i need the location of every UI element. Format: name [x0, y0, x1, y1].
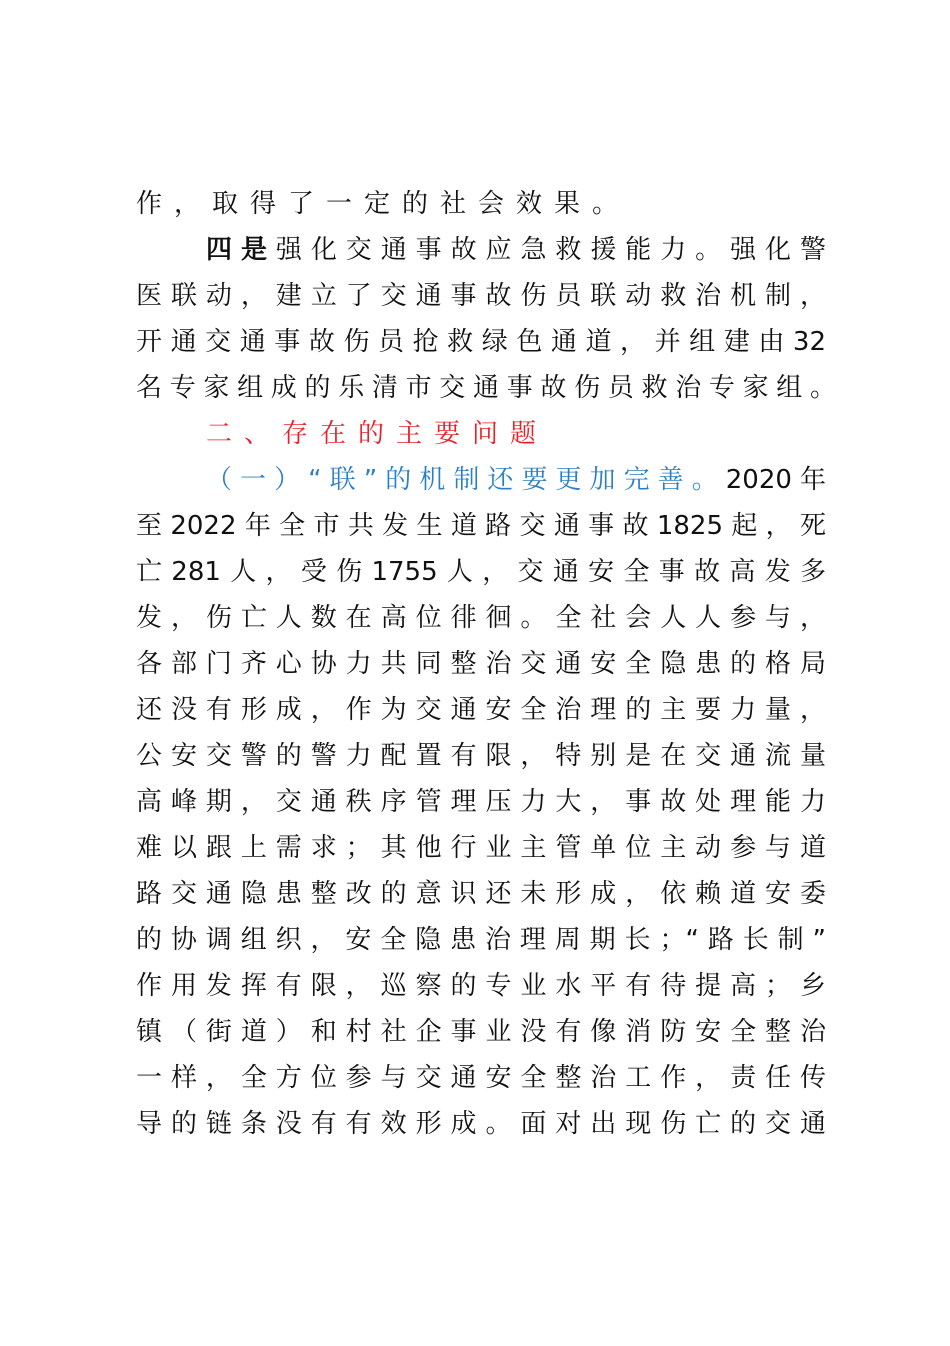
paragraph-text: 2020年 [725, 465, 826, 495]
paragraph-line: 的协调组织，安全隐患治理周期长；“路长制” [136, 925, 826, 955]
paragraph-line: 作，取得了一定的社会效果。 [136, 189, 631, 219]
section-heading: 二、存在的主要问题 [206, 419, 549, 449]
paragraph-line: 一样，全方位参与交通安全整治工作，责任传 [136, 1063, 826, 1093]
paragraph-line: 路交通隐患整改的意识还未形成，依赖道安委 [136, 879, 826, 909]
paragraph-line: 导的链条没有有效形成。面对出现伤亡的交通 [136, 1109, 826, 1139]
paragraph-line [206, 227, 826, 273]
paragraph-line: 开通交通事故伤员抢救绿色通道，并组建由32 [136, 327, 826, 357]
paragraph-line: 公安交警的警力配置有限，特别是在交通流量 [136, 741, 826, 771]
paragraph-text: 强化交通事故应急救援能力。强化警 [275, 235, 826, 265]
paragraph-line: 亡281人，受伤1755人，交通安全事故高发多 [136, 557, 826, 587]
paragraph-line: 难以跟上需求；其他行业主管单位主动参与道 [136, 833, 826, 863]
subsection-heading-line [206, 457, 826, 503]
paragraph-line: 镇（街道）和村社企事业没有像消防安全整治 [136, 1017, 826, 1047]
paragraph-line: 发，伤亡人数在高位徘徊。全社会人人参与， [136, 603, 826, 633]
subsection-title: （一）“联”的机制还要更加完善。 [206, 465, 726, 495]
paragraph-line: 还没有形成，作为交通安全治理的主要力量， [136, 695, 826, 725]
paragraph-line: 至2022年全市共发生道路交通事故1825起，死 [136, 511, 826, 541]
paragraph-line: 高峰期，交通秩序管理压力大，事故处理能力 [136, 787, 826, 817]
paragraph-line: 医联动，建立了交通事故伤员联动救治机制， [136, 281, 826, 311]
paragraph-line: 各部门齐心协力共同整治交通安全隐患的格局 [136, 649, 826, 679]
paragraph-line: 名专家组成的乐清市交通事故伤员救治专家组。 [136, 373, 836, 403]
emphasis-label: 四是 [206, 235, 276, 265]
paragraph-line: 作用发挥有限，巡察的专业水平有待提高；乡 [136, 971, 826, 1001]
